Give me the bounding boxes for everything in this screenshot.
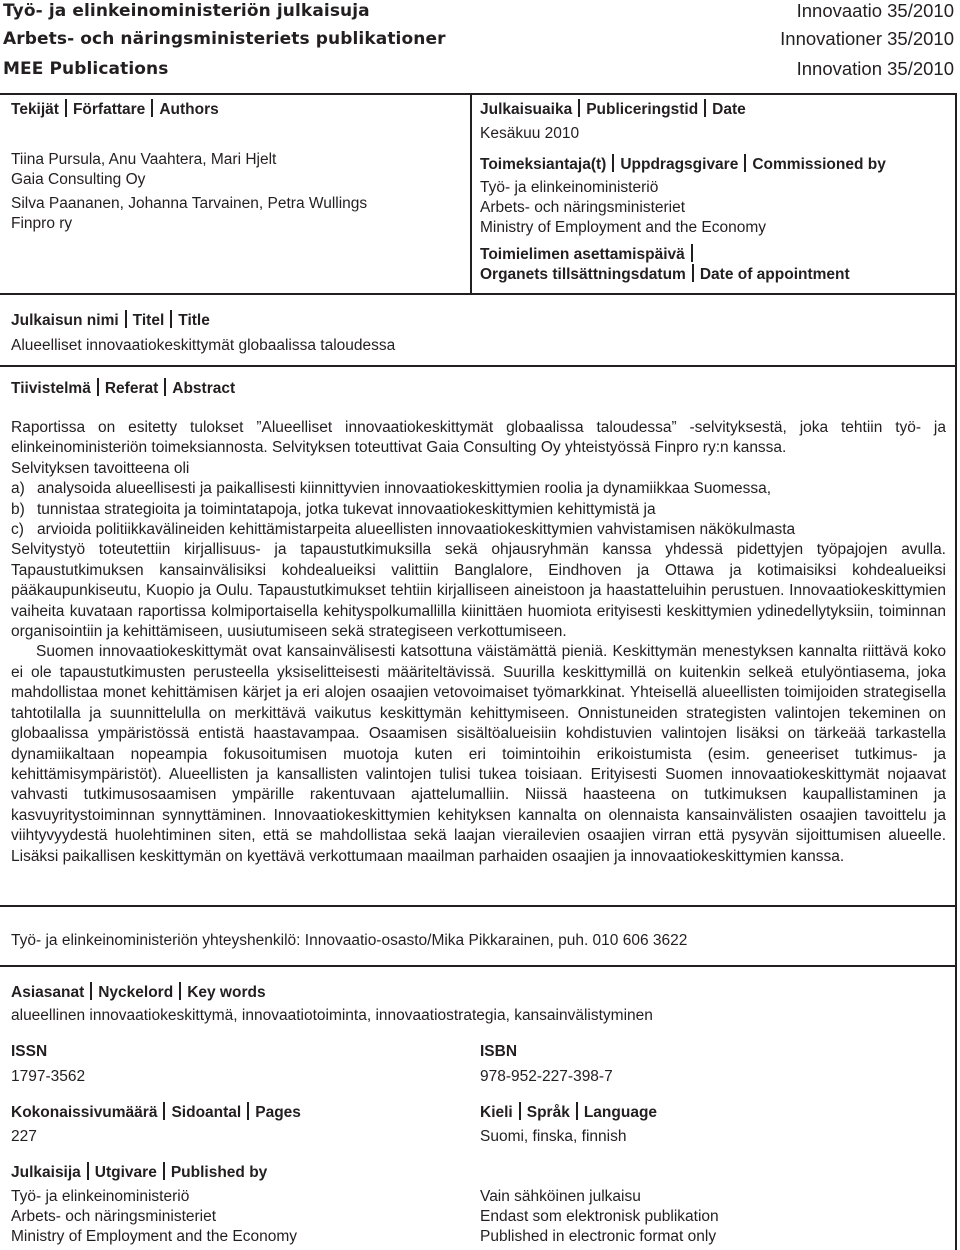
label-en: Date of appointment — [699, 266, 850, 283]
appointment-label-line1 — [480, 244, 699, 265]
title-label — [11, 310, 210, 331]
separator — [151, 99, 153, 117]
header-divider — [0, 93, 957, 95]
separator — [519, 1102, 521, 1120]
appointment-label-line2 — [480, 264, 850, 285]
label-fi: Toimeksiantaja(t) — [480, 156, 607, 173]
label-sv: Utgivare — [94, 1164, 157, 1181]
right-border — [955, 93, 957, 1250]
abstract-label — [11, 378, 235, 399]
separator — [744, 154, 746, 172]
separator — [163, 1162, 165, 1180]
label-sv: Sidoantal — [171, 1104, 242, 1121]
label-fi: Tekijät — [11, 101, 59, 118]
publisher-label — [11, 1162, 267, 1183]
separator — [692, 264, 694, 282]
label-fi: Kokonaissivumäärä — [11, 1104, 158, 1121]
author-line: Finpro ry — [11, 215, 73, 232]
keywords-label — [11, 982, 266, 1003]
publication-title: Alueelliset innovaatiokeskittymät globaalissa taloudessa — [11, 337, 396, 354]
list-item — [11, 520, 946, 540]
isbn-value: 978-952-227-398-7 — [480, 1068, 613, 1085]
contact-divider — [0, 965, 957, 967]
abstract-divider — [0, 905, 957, 907]
contact-person: Työ- ja elinkeinoministeriön yhteyshenkilö: Innovaatio-osasto/Mika Pikkarainen, puh. 010 606 3622 — [11, 932, 688, 949]
series-number-sv: Innovationer 35/2010 — [780, 28, 954, 49]
separator — [691, 244, 693, 262]
commissioned-by-label — [480, 154, 886, 175]
author-line: Gaia Consulting Oy — [11, 171, 146, 188]
series-title-en: MEE Publications — [3, 59, 169, 79]
label-fi: Julkaisun nimi — [11, 312, 119, 329]
label-sv: Organets tillsättningsdatum — [480, 266, 686, 283]
separator — [247, 1102, 249, 1120]
format-line: Published in electronic format only — [480, 1228, 717, 1245]
list-text: arvioida politiikkavälineiden kehittämistarpeita alueellisten innovaatiokeskittymien vahvistamisen näkökulmasta — [37, 521, 796, 539]
pages-value: 227 — [11, 1128, 37, 1145]
label-en: Published by — [170, 1164, 268, 1181]
header-row-sv — [0, 28, 957, 54]
meta-column-divider — [470, 93, 472, 293]
publication-date-value: Kesäkuu 2010 — [480, 125, 580, 142]
list-marker: c) — [11, 521, 24, 539]
label-fi: Tiivistelmä — [11, 380, 91, 397]
separator — [576, 1102, 578, 1120]
series-title-fi: Työ- ja elinkeinoministeriön julkaisuja — [3, 1, 370, 21]
authors-label — [11, 99, 219, 120]
label-fi: Julkaisuaika — [480, 101, 573, 118]
label-sv: Publiceringstid — [586, 101, 699, 118]
abstract-body — [11, 418, 946, 867]
author-line: Silva Paananen, Johanna Tarvainen, Petra Wullings — [11, 195, 368, 212]
separator — [125, 310, 127, 328]
separator — [578, 99, 580, 117]
separator — [179, 982, 181, 1000]
separator — [163, 1102, 165, 1120]
separator — [90, 982, 92, 1000]
publisher-line: Ministry of Employment and the Economy — [11, 1228, 298, 1245]
format-line: Vain sähköinen julkaisu — [480, 1188, 641, 1205]
abstract-intro: Raportissa on esitetty tulokset ”Alueelliset innovaatiokeskittymät globaalissa taloudessa” -selvityksestä, joka tehtiin työ- ja elinkeinoministeriön toimeksiannosta. Selvityksen toteuttivat Gaia Consulting Oy yhteistyössä Finpro ry:n kanssa. — [11, 419, 946, 457]
list-text: tunnistaa strategioita ja toimintatapoja, jotka tukevat innovaatiokeskittymien kehittymistä ja — [37, 500, 656, 518]
label-fi: Toimielimen asettamispäivä — [480, 246, 685, 263]
author-line: Tiina Pursula, Anu Vaahtera, Mari Hjelt — [11, 151, 277, 168]
label-en: Language — [583, 1104, 658, 1121]
separator — [97, 378, 99, 396]
list-marker: b) — [11, 500, 25, 518]
language-value: Suomi, finska, finnish — [480, 1128, 627, 1145]
publisher-line: Työ- ja elinkeinoministeriö — [11, 1188, 190, 1205]
issn-value: 1797-3562 — [11, 1068, 86, 1085]
separator — [87, 1162, 89, 1180]
list-item — [11, 500, 946, 520]
list-text: analysoida alueellisesti ja paikallisesti kiinnittyvien innovaatiokeskittymien roolia ja dynamiikkaa Suomessa, — [37, 480, 772, 498]
commissioner-line: Ministry of Employment and the Economy — [480, 219, 767, 236]
label-sv: Titel — [132, 312, 165, 329]
label-fi: Asiasanat — [11, 984, 85, 1001]
abstract-aim: Selvityksen tavoitteena oli — [11, 459, 190, 477]
publisher-line: Arbets- och näringsministeriet — [11, 1208, 217, 1225]
header-row-fi — [0, 0, 957, 26]
label-sv: Nyckelord — [98, 984, 174, 1001]
label-sv: Uppdragsgivare — [620, 156, 739, 173]
series-title-sv: Arbets- och näringsministeriets publikationer — [3, 29, 446, 49]
label-en: Date — [712, 101, 746, 118]
label-sv: Referat — [104, 380, 159, 397]
separator — [612, 154, 614, 172]
language-label — [480, 1102, 657, 1123]
label-fi: Julkaisija — [11, 1164, 81, 1181]
label-en: Pages — [255, 1104, 301, 1121]
separator — [65, 99, 67, 117]
commissioner-line: Työ- ja elinkeinoministeriö — [480, 179, 659, 196]
label-sv: Språk — [526, 1104, 570, 1121]
title-divider — [0, 365, 957, 367]
meta-divider — [0, 293, 957, 295]
pages-label — [11, 1102, 301, 1123]
series-number-en: Innovation 35/2010 — [796, 58, 954, 79]
label-en: Commissioned by — [752, 156, 886, 173]
format-line: Endast som elektronisk publikation — [480, 1208, 719, 1225]
series-number-fi: Innovaatio 35/2010 — [796, 0, 954, 21]
label-fi: Kieli — [480, 1104, 513, 1121]
label-en: Title — [178, 312, 210, 329]
abstract-method: Selvitystyö toteutettiin kirjallisuus- ja tapaustutkimuksilla sekä ohjausryhmän kanssa yhdessä pidettyjen työpajojen avulla. Tapaustutkimuksen kansainvälisiksi kohdealueiksi valittiin Banglalore, Eindhoven ja Ottawa ja kotimaisiksi kohdealueiksi pääkaupunkiseutu, Kuopio ja Oulu. Tapaustutkimukset tehtiin kirjalliseen aineistoon ja haastatteluihin perustuen. Innovaatiokeskittymien vaiheita kuvataan raportissa kolmiportaisella kehityspolkumallilla kiinittäen huomiota erityisesti keskittymien ydinedellytyksiin, toiminnan organisointiin ja kehittämiseen, uusiutumiseen sekä strategiseen verkottumiseen. — [11, 541, 946, 641]
header-row-en — [0, 58, 957, 84]
separator — [704, 99, 706, 117]
list-marker: a) — [11, 480, 25, 498]
commissioner-line: Arbets- och näringsministeriet — [480, 199, 686, 216]
issn-label: ISSN — [11, 1043, 48, 1060]
isbn-label: ISBN — [480, 1043, 518, 1060]
abstract-findings: Suomen innovaatiokeskittymät ovat kansainvälisesti katsottuna väistämättä pieniä. Keskittymän menestyksen kannalta riittävä koko ei ole tapaustutkimusten perusteella yksiselitteisesti määriteltävissä. Suurilla keskittymillä on kuitenkin selkeä etulyöntiasema, joka mahdollistaa monet kehittämisen kärjet ja eri alojen osaajien vetovoimaiset työmarkkinat. Yhteisellä alueellisten toimijoiden strategisella tahtotilalla ja suunnittelulla on merkittävä vaikutus keskittymän kehittymiseen. Onnistuneiden strategisten valintojen tekeminen on globaalissa ympäristössä entistä haastavampaa. Osaamisen sisältöalueisiin kohdistuvien valintojen lisäksi on tärkeää tarkastella dynamiikaltaan nopeampia fokusoitumisen muotoja kuten eri toimintoihin erikoistumista (esim. geneeriset tutkimus- ja kehittämisympäristöt). Alueellisten ja kansallisten valintojen tulisi tukea toisiaan. Erityisesti Suomen innovaatiokeskittymät nojaavat vahvasti tutkimusosaamisen ympärille rakentuvaan ajattelumalliin. Niissä haasteena on tutkimuksen kaupallistaminen ja kasvuyritystoiminnan synnyttäminen. Innovaatiokeskittymien kehityksen kannalta on olennaista kansainvälisten osaajien tavoittelu ja viihtyvyydestä huolehtiminen siten, että se mahdollistaa sekä laajan vierailevien osaajien virran että pysyvän sijoittumisen alueelle. Lisäksi paikallisen keskittymän on kyettävä verkottumaan maailman parhaiden osaajien ja innovaatiokeskittymien kanssa. — [11, 643, 946, 865]
separator — [170, 310, 172, 328]
list-item — [11, 479, 946, 499]
label-en: Abstract — [172, 380, 236, 397]
label-en: Authors — [159, 101, 219, 118]
separator — [164, 378, 166, 396]
label-en: Key words — [187, 984, 266, 1001]
publication-date-label — [480, 99, 746, 120]
label-sv: Författare — [72, 101, 146, 118]
keywords-value: alueellinen innovaatiokeskittymä, innovaatiotoiminta, innovaatiostrategia, kansainvälistyminen — [11, 1007, 653, 1024]
